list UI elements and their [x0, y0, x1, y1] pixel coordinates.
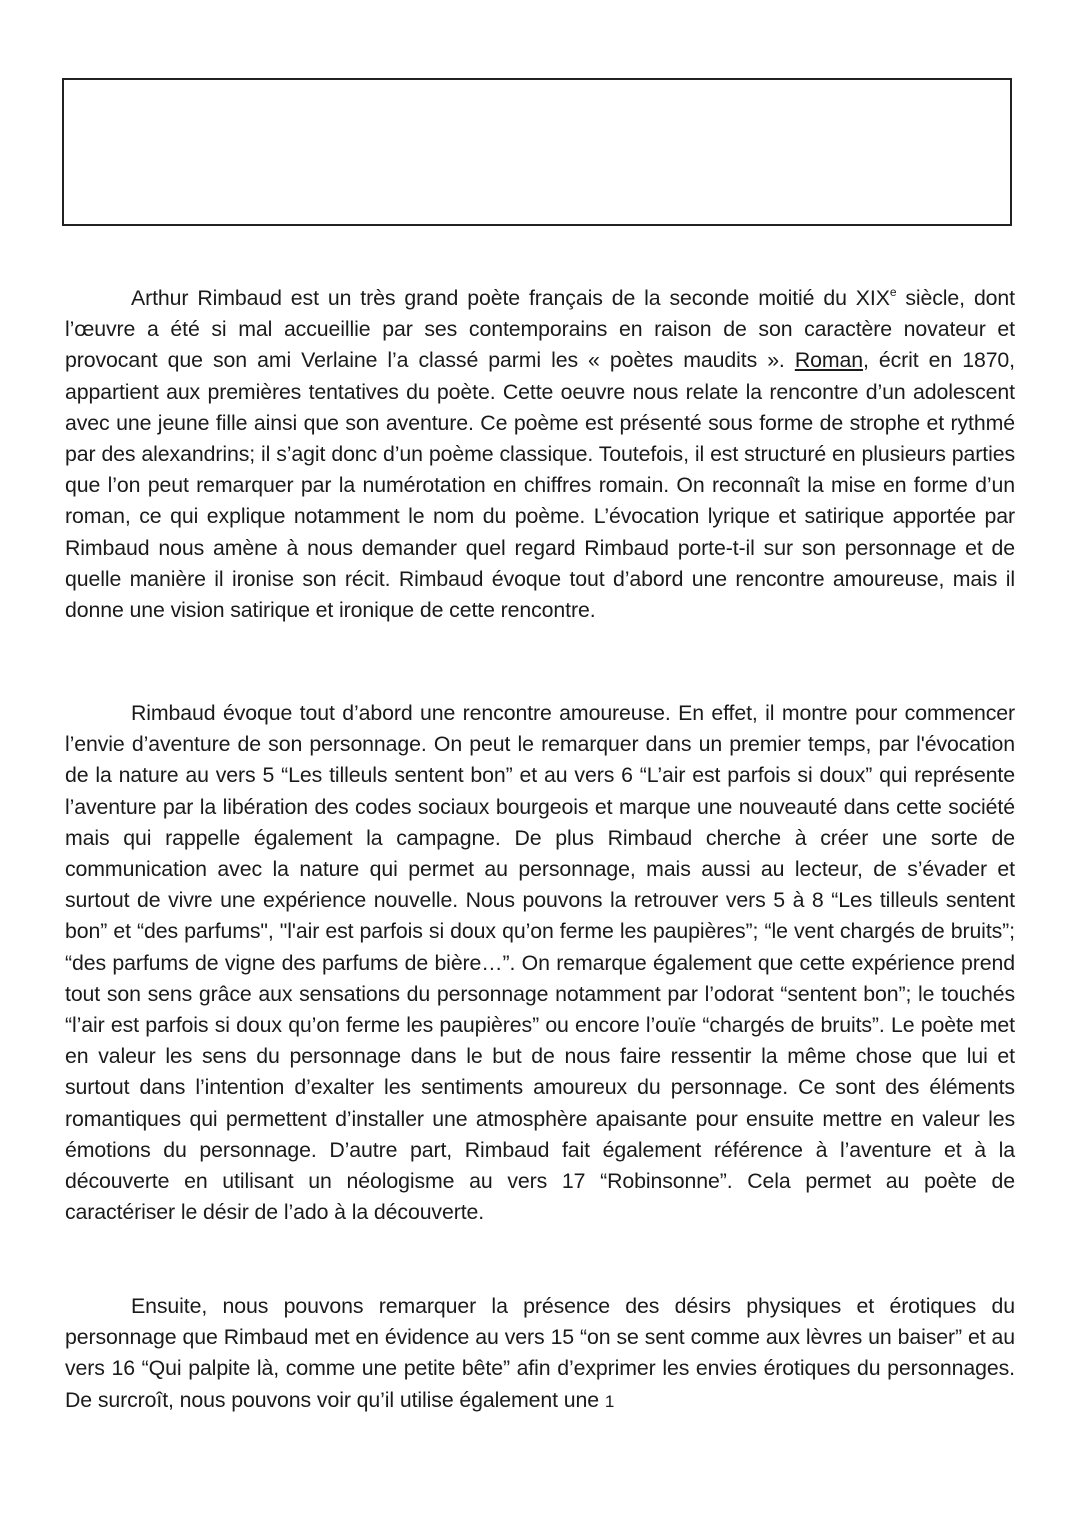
- century-superscript: e: [889, 285, 897, 299]
- development-paragraph-1: [65, 698, 1015, 1228]
- title-box: [62, 78, 1012, 226]
- page-number: 1: [604, 1391, 615, 1411]
- development-paragraph-2: [65, 1291, 1015, 1417]
- intro-sentence-2: , écrit en 1870, appartient aux premières tentatives du poète. Cette oeuvre nous relate la rencontre d’un adolescent avec une jeune fille ainsi que son aventure. Ce poème est présenté sous forme de strophe et rythmé par des alexandrins; il s’agit donc d’un poème classique. Toutefois, il est structuré en plusieurs parties que l’on peut remarquer par la numérotation en chiffres romain. On reconnaît la mise en forme d’un roman, ce qui explique notamment le nom du poème. L’évocation lyrique et satirique apportée par Rimbaud nous amène à nous demander quel regard Rimbaud porte-t-il sur son personnage et de quelle manière il ironise son récit. Rimbaud évoque tout d’abord une rencontre amoureuse, mais il donne une vision satirique et ironique de cette rencontre.: [65, 348, 1015, 623]
- intro-sentence-1b: siècle, dont l’œuvre a été si mal accueillie par ses contemporains en raison de son caractère novateur et provocant que son ami Verlaine l’a classé parmi les « poètes maudits ».: [65, 286, 1015, 373]
- intro-sentence-1a: Arthur Rimbaud est un très grand poète français de la seconde moitié du XIX: [131, 286, 890, 310]
- poem-title: Roman: [794, 348, 863, 373]
- intro-text: [65, 283, 1015, 626]
- introduction-paragraph: [65, 283, 1015, 626]
- development-2-body: Ensuite, nous pouvons remarquer la présence des désirs physiques et érotiques du personnage que Rimbaud met en évidence au vers 15 “on se sent comme aux lèvres un baiser” et au vers 16 “Qui palpite là, comme une petite bête” afin d’exprimer les envies érotiques du personnages. De surcroît, nous pouvons voir qu’il utilise également une: [65, 1294, 1015, 1412]
- development-2-text: [65, 1291, 1015, 1417]
- development-1-text: Rimbaud évoque tout d’abord une rencontre amoureuse. En effet, il montre pour commencer l’envie d’aventure de son personnage. On peut le remarquer dans un premier temps, par l'évocation de la nature au vers 5 “Les tilleuls sentent bon” et au vers 6 “L’air est parfois si doux” qui représente l’aventure par la libération des codes sociaux bourgeois et marque une nouveauté dans cette société mais qui rappelle également la campagne. De plus Rimbaud cherche à créer une sorte de communication avec la nature qui permet au personnage, mais aussi au lecteur, de s’évader et surtout de vivre une expérience nouvelle. Nous pouvons la retrouver vers 5 à 8 “Les tilleuls sentent bon” et “des parfums", "l'air est parfois si doux qu’on ferme les paupières”; “le vent chargés de bruits”; “des parfums de vigne des parfums de bière…”. On remarque également que cette expérience prend tout son sens grâce aux sensations du personnage notamment par l’odorat “sentent bon”; le touchés “l’air est parfois si doux qu’on ferme les paupières” ou encore l’ouïe “chargés de bruits”. Le poète met en valeur les sens du personnage dans le but de nous faire ressentir la même chose que lui et surtout dans l’intention d’exalter les sentiments amoureux du personnage. Ce sont des éléments romantiques qui permettent d’installer une atmosphère apaisante pour ensuite mettre en valeur les émotions du personnage. D’autre part, Rimbaud fait également référence à l’aventure et à la découverte en utilisant un néologisme au vers 17 “Robinsonne”. Cela permet au poète de caractériser le désir de l’ado à la découverte.: [65, 701, 1015, 1225]
